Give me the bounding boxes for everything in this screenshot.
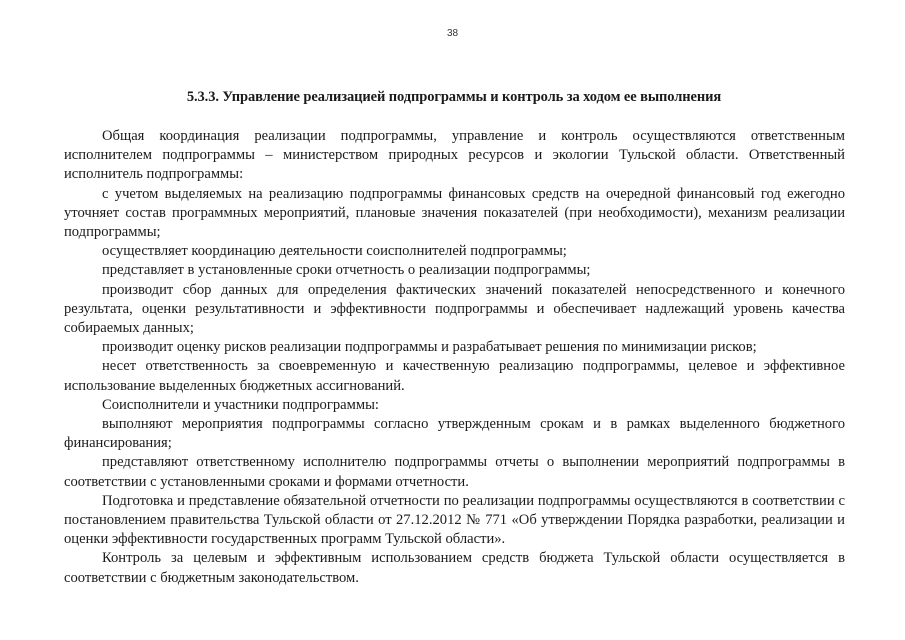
body-text	[64, 127, 845, 588]
paragraph: Подготовка и представление обязательной отчетности по реализации подпрограммы осуществляются в соответствии с постановлением правительства Тульской области от 27.12.2012 № 771 «Об утверждении Порядка разработки, реализации и оценки эффективности государственных программ Тульской области».	[64, 492, 845, 548]
paragraph: выполняют мероприятия подпрограммы согласно утвержденным срокам и в рамках выделенного бюджетного финансирования;	[64, 416, 845, 452]
paragraph: представляет в установленные сроки отчетность о реализации подпрограммы;	[102, 262, 591, 279]
paragraph: осуществляет координацию деятельности соисполнителей подпрограммы;	[102, 243, 567, 260]
section-heading: 5.3.3. Управление реализацией подпрограммы и контроль за ходом ее выполнения	[186, 89, 722, 105]
paragraph: производит оценку рисков реализации подпрограммы и разрабатывает решения по минимизации рисков;	[102, 339, 757, 356]
page-number: 38	[446, 28, 459, 39]
paragraph: Общая координация реализации подпрограммы, управление и контроль осуществляются ответственным исполнителем подпрограммы – министерством природных ресурсов и экологии Тульской области. Ответственный исполнитель подпрограммы:	[64, 128, 845, 183]
paragraph: Соисполнители и участники подпрограммы:	[102, 396, 379, 413]
paragraph: представляют ответственному исполнителю подпрограммы отчеты о выполнении мероприятий подпрограммы в соответствии с установленными сроками и формами отчетности.	[64, 454, 845, 490]
paragraph: с учетом выделяемых на реализацию подпрограммы финансовых средств на очередной финансовый год ежегодно уточняет состав программных мероприятий, плановые значения показателей (при необходимости), механизм реализации подпрограммы;	[64, 185, 845, 241]
paragraph: несет ответственность за своевременную и качественную реализацию подпрограммы, целевое и эффективное использование выделенных бюджетных ассигнований.	[64, 358, 845, 394]
paragraph: производит сбор данных для определения фактических значений показателей непосредственного и конечного результата, оценки результативности и эффективности подпрограммы и обеспечивает надлежащий уровень качества собираемых данных;	[64, 281, 845, 337]
paragraph: Контроль за целевым и эффективным использованием средств бюджета Тульской области осуществляется в соответствии с бюджетным законодательством.	[64, 550, 845, 586]
